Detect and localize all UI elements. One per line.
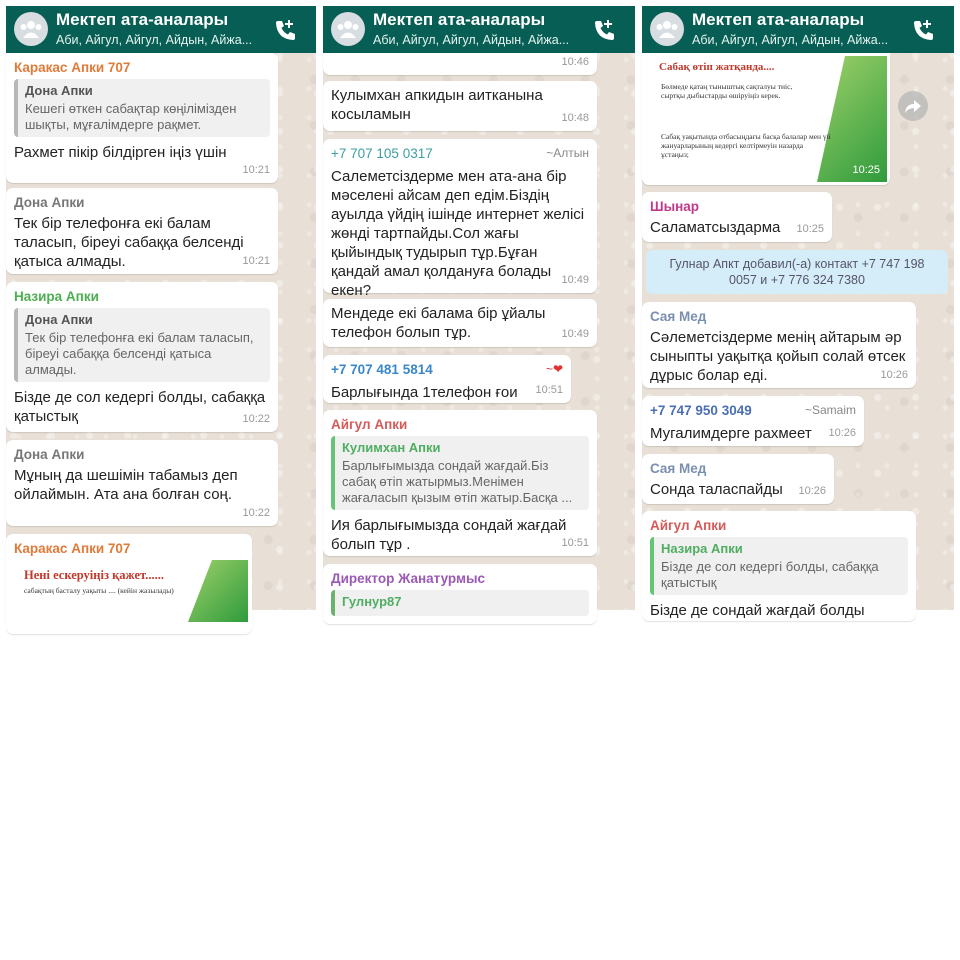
message-sender[interactable]: Каракас Апки 707 bbox=[14, 541, 131, 556]
message-text: Рахмет пікір білдірген іңіз үшін bbox=[14, 144, 227, 161]
message-bubble[interactable] bbox=[642, 302, 916, 388]
chat-members[interactable]: Аби, Айгул, Айгул, Айдын, Айжа... bbox=[373, 33, 570, 47]
message-list[interactable] bbox=[642, 53, 954, 619]
sender-alias: ~❤ bbox=[545, 362, 563, 376]
message-bubble[interactable] bbox=[323, 564, 597, 624]
quoted-text: Тек бір телефонға екі балам таласып, біреуі сабаққа белсенді қатыса алмады. bbox=[25, 330, 254, 377]
image-attachment[interactable] bbox=[645, 56, 887, 182]
message-text: Бізде де сондай жағдай болды bbox=[650, 602, 865, 619]
sender-row bbox=[650, 401, 856, 420]
quoted-sender: Дона Апки bbox=[25, 312, 93, 327]
message-bubble[interactable] bbox=[6, 440, 278, 526]
chat-screenshot-1 bbox=[6, 6, 316, 610]
quoted-message[interactable] bbox=[331, 436, 589, 510]
chat-screenshot-2 bbox=[323, 6, 635, 610]
message-text: Мендеде екі балама бір ұйалы телефон болып тұр. bbox=[331, 305, 546, 341]
message-bubble[interactable] bbox=[6, 188, 278, 274]
message-time: 10:25 bbox=[796, 223, 824, 235]
message-text: Сәлеметсіздерме менің айтарым әр сыныпты уақытқа қойып солай өтсек дұрыс болар еді. bbox=[650, 329, 906, 384]
sender-row bbox=[331, 360, 563, 379]
message-time: 10:48 bbox=[561, 112, 589, 124]
message-bubble[interactable] bbox=[323, 81, 597, 131]
message-time: 10:46 bbox=[561, 56, 589, 68]
message-bubble[interactable] bbox=[323, 53, 597, 75]
message-text: Кулымхан апкидын аитканына косыламын bbox=[331, 87, 543, 123]
message-time: 10:26 bbox=[828, 427, 856, 439]
message-bubble[interactable] bbox=[642, 511, 916, 621]
quoted-sender: Дона Апки bbox=[25, 83, 93, 98]
group-icon bbox=[336, 19, 360, 39]
message-time: 10:51 bbox=[561, 537, 589, 549]
message-sender[interactable]: Дона Апки bbox=[14, 195, 85, 210]
group-avatar[interactable] bbox=[650, 12, 684, 46]
chat-header bbox=[642, 6, 954, 53]
sender-alias: ~Samaim bbox=[804, 403, 856, 417]
chat-screenshot-3 bbox=[642, 6, 954, 619]
message-bubble[interactable] bbox=[642, 454, 834, 504]
message-sender[interactable]: +7 747 950 3049 bbox=[650, 403, 752, 418]
message-bubble[interactable] bbox=[323, 299, 597, 347]
chat-title[interactable]: Мектеп ата-аналары bbox=[373, 10, 546, 29]
sender-alias: ~Алтын bbox=[546, 146, 589, 160]
message-text: Саламатсыздарма bbox=[650, 219, 781, 236]
message-text: Тек бір телефонға екі балам таласып, біреуі сабаққа белсенді қатыса алмады. bbox=[14, 215, 244, 270]
group-icon bbox=[655, 19, 679, 39]
message-bubble[interactable] bbox=[6, 53, 278, 183]
message-sender[interactable]: +7 707 105 0317 bbox=[331, 146, 433, 161]
message-bubble[interactable] bbox=[323, 355, 571, 403]
message-time: 10:25 bbox=[852, 164, 880, 176]
message-time: 10:26 bbox=[798, 485, 826, 497]
message-sender[interactable]: +7 707 481 5814 bbox=[331, 362, 433, 377]
message-bubble[interactable] bbox=[323, 410, 597, 556]
message-sender[interactable]: Каракас Апки 707 bbox=[14, 60, 131, 75]
quoted-message[interactable] bbox=[14, 308, 270, 382]
message-time: 10:49 bbox=[561, 274, 589, 286]
message-sender[interactable]: Директор Жанатурмыс bbox=[331, 571, 486, 586]
message-sender[interactable]: Айгул Апки bbox=[650, 518, 727, 533]
slide-text-1: Бөлмеде қатаң тыныштық сақталуы тиіс, сыртқы дыбыстарды өшіруіңіз керек. bbox=[661, 82, 793, 100]
chat-members[interactable]: Аби, Айгул, Айгул, Айдын, Айжа... bbox=[692, 33, 889, 47]
message-sender[interactable]: Айгул Апки bbox=[331, 417, 408, 432]
chat-members[interactable]: Аби, Айгул, Айгул, Айдын, Айжа... bbox=[56, 33, 253, 47]
group-icon bbox=[19, 19, 43, 39]
system-notice: Гулнар Апкт добавил(-а) контакт +7 747 198 0057 и +7 776 324 7380 bbox=[646, 250, 948, 294]
sender-row bbox=[331, 144, 589, 163]
message-bubble[interactable] bbox=[6, 534, 252, 634]
message-time: 10:26 bbox=[880, 369, 908, 381]
message-sender[interactable]: Сая Мед bbox=[650, 461, 707, 476]
slide-image bbox=[645, 56, 887, 182]
message-sender[interactable]: Шынар bbox=[650, 199, 700, 214]
chat-title[interactable]: Мектеп ата-аналары bbox=[692, 10, 865, 29]
message-time: 10:51 bbox=[535, 384, 563, 396]
message-sender[interactable]: Дона Апки bbox=[14, 447, 85, 462]
quoted-message[interactable] bbox=[331, 590, 589, 616]
message-time: 10:21 bbox=[242, 255, 270, 267]
message-list[interactable] bbox=[323, 53, 635, 610]
add-call-icon[interactable] bbox=[591, 17, 617, 43]
quoted-sender: Кулимхан Апки bbox=[342, 440, 441, 455]
message-text: Салеметсіздерме мен ата-ана бір мәселені айсам деп едім.Біздің ауылда үйдің ішінде интернет желісі жөнді тартпайды.Сол жағы қыйындық тудырып тұр.Бұған қандай амал қолдануға болады екен? bbox=[331, 168, 585, 299]
image-attachment[interactable] bbox=[10, 560, 248, 622]
message-text: Ия барлығымызда сондай жағдай болып тұр . bbox=[331, 517, 567, 553]
message-time: 10:22 bbox=[242, 413, 270, 425]
quoted-sender: Гулнур87 bbox=[342, 594, 402, 609]
message-bubble[interactable] bbox=[642, 53, 890, 185]
quoted-sender: Назира Апки bbox=[661, 541, 743, 556]
chat-header bbox=[6, 6, 316, 53]
message-text: Барлығында 1телефон ғои bbox=[331, 384, 518, 401]
message-text: Мұның да шешімін табамыз деп ойлаймын. Ата ана болған соң. bbox=[14, 467, 238, 503]
forward-icon bbox=[904, 97, 922, 115]
quoted-text: Кешегі өткен сабақтар көңілімізден шықты, мұғалімдерге рақмет. bbox=[25, 101, 237, 132]
add-call-icon[interactable] bbox=[910, 17, 936, 43]
message-bubble[interactable] bbox=[642, 192, 832, 242]
group-avatar[interactable] bbox=[331, 12, 365, 46]
quoted-text: Бізде де сол кедергі болды, сабаққа қатыстық bbox=[661, 559, 879, 590]
slide-image bbox=[10, 560, 248, 622]
message-time: 10:22 bbox=[242, 507, 270, 519]
message-sender[interactable]: Сая Мед bbox=[650, 309, 707, 324]
slide-title: Нені ескеруіңіз қажет...... bbox=[24, 568, 164, 582]
message-text: Сонда таласпайды bbox=[650, 481, 783, 498]
quoted-message[interactable] bbox=[14, 79, 270, 137]
quoted-message[interactable] bbox=[650, 537, 908, 595]
chat-title[interactable]: Мектеп ата-аналары bbox=[56, 10, 229, 29]
message-sender[interactable]: Назира Апки bbox=[14, 289, 99, 304]
chat-header bbox=[323, 6, 635, 53]
message-bubble[interactable] bbox=[642, 396, 864, 446]
message-time: 10:49 bbox=[561, 328, 589, 340]
add-call-icon[interactable] bbox=[272, 17, 298, 43]
message-list[interactable] bbox=[6, 53, 316, 610]
slide-title: Сабақ өтіп жатқанда.... bbox=[659, 61, 775, 73]
message-text: Бізде де сол кедергі болды, сабаққа қатыстық bbox=[14, 389, 266, 425]
slide-text-2: Сабақ уақытында отбасыңдағы басқа балалар мен үй жануарларының кедергі келтірмеуін назарда ұстаңыз; bbox=[661, 132, 831, 159]
message-bubble[interactable] bbox=[6, 282, 278, 432]
slide-text: сабақтың басталу уақыты .... (кейін жазылады) bbox=[24, 586, 174, 595]
message-bubble[interactable] bbox=[323, 139, 597, 299]
message-text: Мугалимдерге рахмеет bbox=[650, 425, 812, 442]
group-avatar[interactable] bbox=[14, 12, 48, 46]
message-time: 10:21 bbox=[242, 164, 270, 176]
forward-button[interactable] bbox=[898, 91, 928, 121]
quoted-text: Барлығымызда сондай жағдай.Біз сабақ өтіп жатырмыз.Менімен жағаласып қызым өтіп жатыр.Басқа ... bbox=[342, 458, 573, 505]
